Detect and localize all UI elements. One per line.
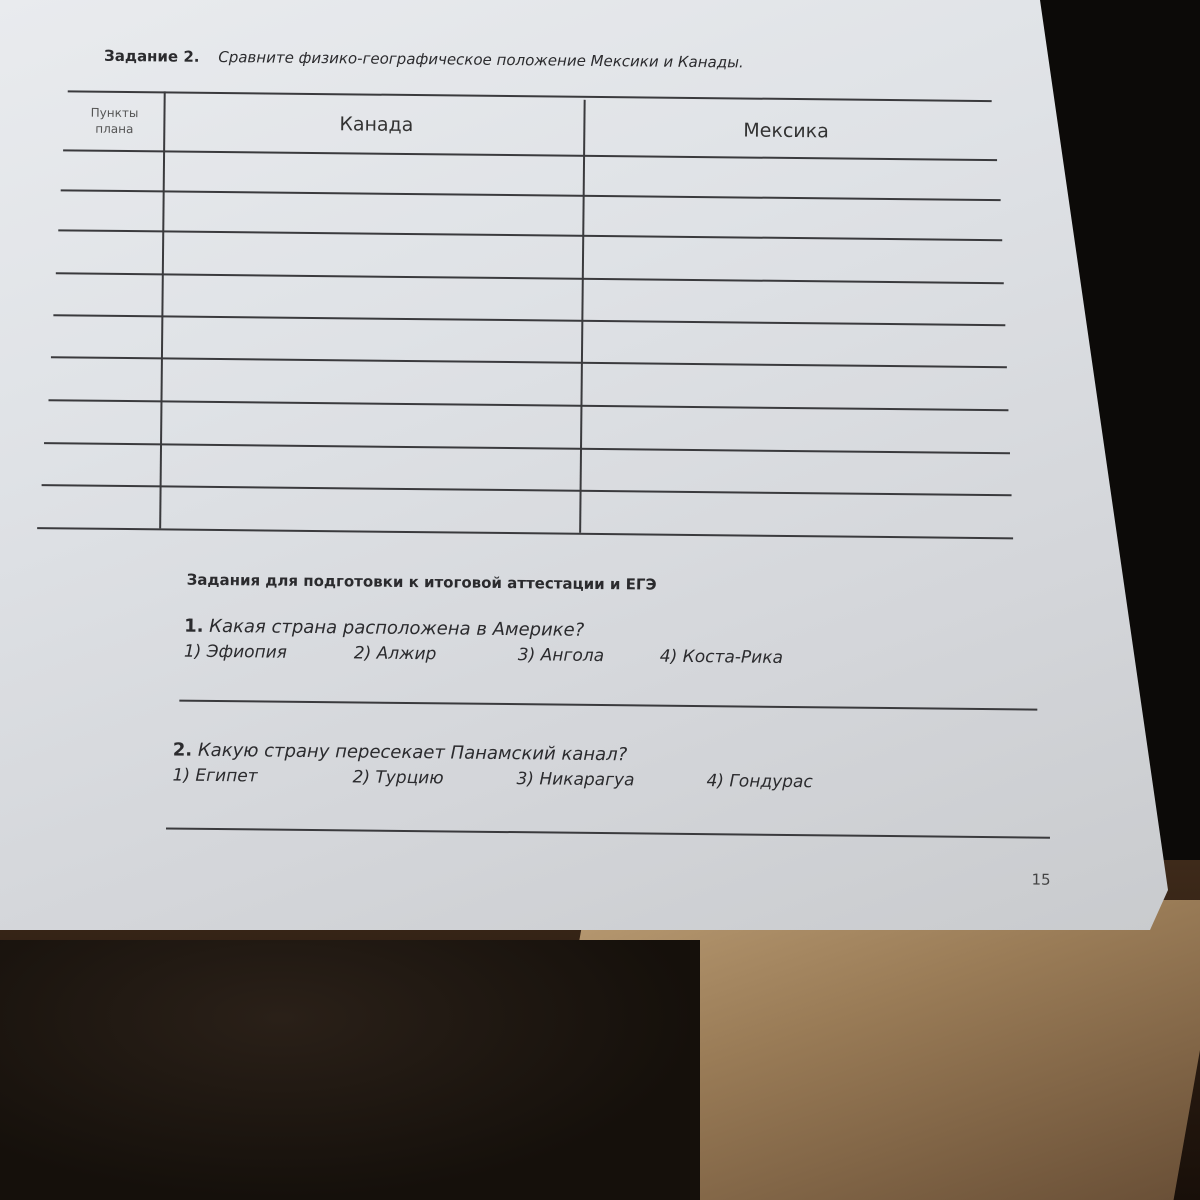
question-1-number: 1.: [184, 615, 204, 637]
table-line-header: [63, 149, 997, 161]
header-plan-items: [69, 104, 159, 137]
question-2-option-3: 3) Никарагуа: [516, 769, 635, 791]
table-col-divider-2: [579, 100, 586, 533]
table-col-divider-1: [159, 91, 166, 528]
table-line: [51, 356, 1007, 368]
task-number: Задание 2.: [104, 46, 200, 66]
header-plan-line-2: плана: [95, 121, 134, 137]
table-line: [58, 229, 1002, 241]
question-1-text: Какая страна расположена в Америке?: [209, 615, 585, 641]
table-line-bottom: [37, 527, 1013, 539]
table-line: [48, 399, 1008, 411]
exam-prep-heading: Задания для подготовки к итоговой аттестации и ЕГЭ: [186, 570, 657, 594]
question-2-option-1: 1) Египет: [172, 765, 258, 787]
table-line: [42, 484, 1012, 496]
page-number: 15: [1031, 870, 1051, 889]
question-2-option-4: 4) Гондурас: [706, 771, 813, 793]
question-1-option-2: 2) Алжир: [353, 643, 437, 665]
question-1-option-1: 1) Эфиопия: [183, 641, 288, 663]
header-canada: Канада: [339, 113, 414, 137]
question-1-option-3: 3) Ангола: [517, 645, 605, 667]
header-mexico: Мексика: [743, 119, 829, 143]
question-1: [184, 616, 584, 641]
table-line-top: [68, 90, 992, 102]
table-line: [44, 442, 1010, 454]
question-1-option-4: 4) Коста-Рика: [659, 646, 784, 668]
table-line: [61, 189, 1001, 201]
table-line: [53, 314, 1005, 326]
question-2-text: Какую страну пересекает Панамский канал?: [197, 739, 628, 766]
question-2-number: 2.: [172, 739, 193, 761]
task-text: Сравните физико-географическое положение Мексики и Канады.: [218, 47, 744, 72]
header-plan-line-1: Пункты: [90, 105, 139, 121]
table-line: [56, 272, 1004, 284]
question-2-option-2: 2) Турцию: [352, 767, 444, 789]
